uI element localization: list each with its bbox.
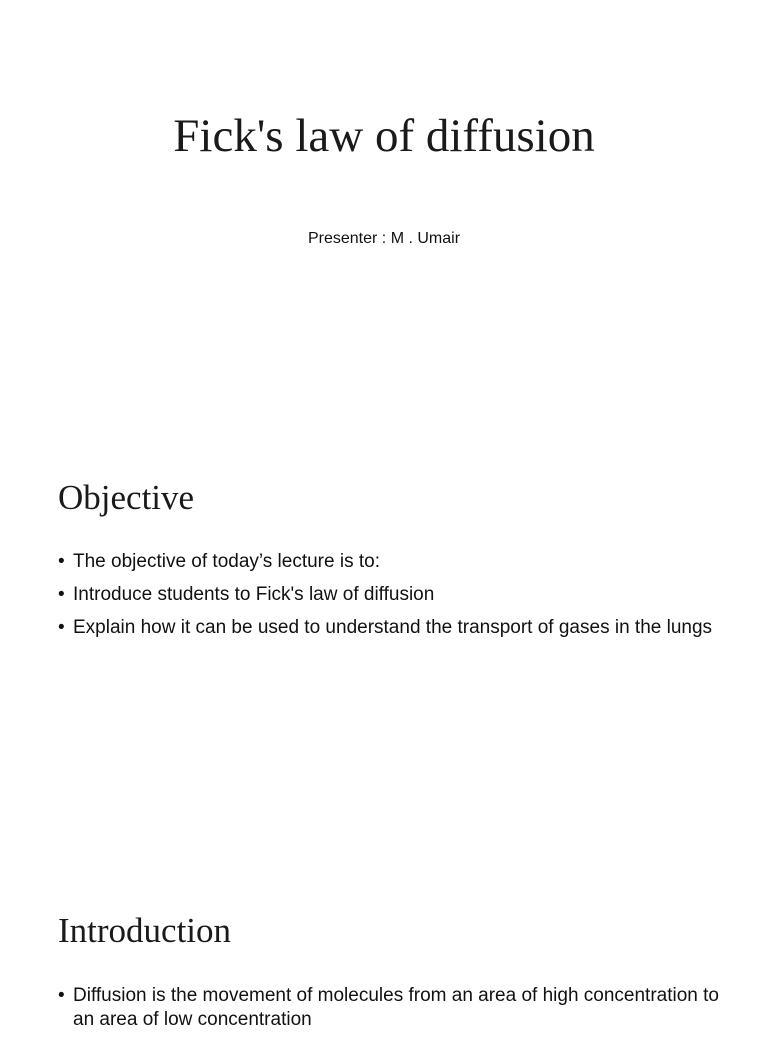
list-item <box>58 583 738 607</box>
bullet-icon: • <box>58 617 65 638</box>
bullet-text: The objective of today’s lecture is to: <box>73 551 380 572</box>
bullet-text: Explain how it can be used to understand the transport of gases in the lungs <box>73 617 713 638</box>
slide-title: Fick's law of diffusion <box>173 110 595 162</box>
list-item <box>58 616 738 640</box>
bullet-text: Diffusion is the movement of molecules from an area of high concentration to an area of low concentration <box>73 985 719 1030</box>
bullet-icon: • <box>58 985 65 1006</box>
bullet-text: Introduce students to Fick's law of diffusion <box>73 584 435 605</box>
bullet-icon: • <box>58 551 65 572</box>
list-item <box>58 550 738 574</box>
list-item <box>58 984 738 1032</box>
objective-heading: Objective <box>58 478 195 517</box>
bullet-icon: • <box>58 584 65 605</box>
objective-bullet-list <box>58 550 738 649</box>
presenter-line: Presenter : M . Umair <box>307 230 461 247</box>
introduction-heading: Introduction <box>58 911 232 950</box>
title-slide <box>0 0 768 440</box>
introduction-bullet-list <box>58 984 738 1041</box>
